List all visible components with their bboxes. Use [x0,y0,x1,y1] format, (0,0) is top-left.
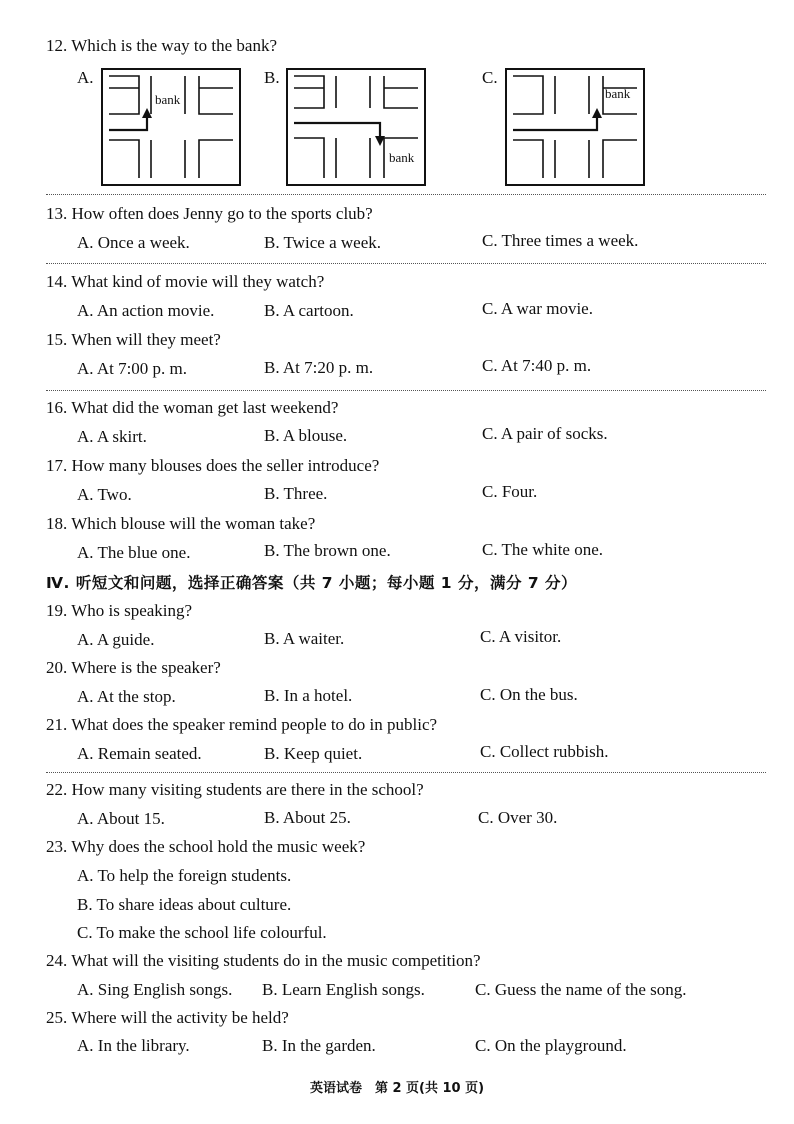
question-14-stem: 14. What kind of movie will they watch? [46,272,325,291]
question-15-stem: 15. When will they meet? [46,330,221,349]
divider [46,263,766,264]
question-19-stem: 19. Who is speaking? [46,601,193,620]
q15-option-a[interactable]: A. At 7:00 p. m. [77,359,188,378]
q12-label-b: B. [264,68,280,87]
divider [46,772,766,773]
q24-option-c[interactable]: C. Guess the name of the song. [475,980,687,999]
question-18-stem: 18. Which blouse will the woman take? [46,514,316,533]
q20-option-b[interactable]: B. In a hotel. [264,686,353,705]
q19-option-b[interactable]: B. A waiter. [264,629,345,648]
bank-label-a: bank [155,92,181,107]
q17-option-c[interactable]: C. Four. [482,482,538,501]
q13-option-a[interactable]: A. Once a week. [77,233,190,252]
bank-label-c: bank [605,86,631,101]
q16-option-c[interactable]: C. A pair of socks. [482,424,608,443]
q12-label-a: A. [77,68,94,87]
question-21-stem: 21. What does the speaker remind people to do in public? [46,715,438,734]
q19-option-c[interactable]: C. A visitor. [480,627,562,646]
q14-option-c[interactable]: C. A war movie. [482,299,593,318]
divider [46,390,766,391]
q21-option-a[interactable]: A. Remain seated. [77,744,202,763]
map-option-b[interactable] [286,68,426,186]
q24-option-a[interactable]: A. Sing English songs. [77,980,233,999]
q18-option-c[interactable]: C. The white one. [482,540,604,559]
question-24-stem: 24. What will the visiting students do in the music competition? [46,951,481,970]
street-map-b [286,68,426,186]
q22-option-b[interactable]: B. About 25. [264,808,351,827]
q25-option-a[interactable]: A. In the library. [77,1036,190,1055]
q21-option-b[interactable]: B. Keep quiet. [264,744,363,763]
section-iv-heading: Ⅳ. 听短文和问题，选择正确答案（共 7 小题；每小题 1 分，满分 7 分） [46,574,578,592]
question-25-stem: 25. Where will the activity be held? [46,1008,289,1027]
question-16-stem: 16. What did the woman get last weekend? [46,398,339,417]
map-option-c[interactable] [505,68,645,186]
q22-option-c[interactable]: C. Over 30. [478,808,558,827]
q23-option-a[interactable]: A. To help the foreign students. [77,866,292,885]
q25-option-c[interactable]: C. On the playground. [475,1036,627,1055]
divider [46,194,766,195]
q23-option-c[interactable]: C. To make the school life colourful. [77,923,327,942]
street-map-a [101,68,241,186]
q15-option-b[interactable]: B. At 7:20 p. m. [264,358,374,377]
q25-option-b[interactable]: B. In the garden. [262,1036,376,1055]
question-13-stem: 13. How often does Jenny go to the sports club? [46,204,373,223]
q13-option-b[interactable]: B. Twice a week. [264,233,381,252]
q18-option-b[interactable]: B. The brown one. [264,541,391,560]
q20-option-c[interactable]: C. On the bus. [480,685,578,704]
q21-option-c[interactable]: C. Collect rubbish. [480,742,609,761]
q14-option-b[interactable]: B. A cartoon. [264,301,354,320]
question-23-stem: 23. Why does the school hold the music week? [46,837,366,856]
q16-option-a[interactable]: A. A skirt. [77,427,147,446]
q22-option-a[interactable]: A. About 15. [77,809,165,828]
q18-option-a[interactable]: A. The blue one. [77,543,191,562]
question-20-stem: 20. Where is the speaker? [46,658,221,677]
q12-label-c: C. [482,68,498,87]
map-option-a[interactable] [101,68,241,186]
q17-option-a[interactable]: A. Two. [77,485,132,504]
q15-option-c[interactable]: C. At 7:40 p. m. [482,356,592,375]
question-17-stem: 17. How many blouses does the seller introduce? [46,456,380,475]
question-22-stem: 22. How many visiting students are there in the school? [46,780,424,799]
q20-option-a[interactable]: A. At the stop. [77,687,176,706]
q17-option-b[interactable]: B. Three. [264,484,328,503]
q14-option-a[interactable]: A. An action movie. [77,301,215,320]
q16-option-b[interactable]: B. A blouse. [264,426,348,445]
page-footer: 英语试卷 第 2 页(共 10 页) [309,1081,485,1096]
q23-option-b[interactable]: B. To share ideas about culture. [77,895,292,914]
question-12-stem: 12. Which is the way to the bank? [46,36,278,55]
q13-option-c[interactable]: C. Three times a week. [482,231,639,250]
q19-option-a[interactable]: A. A guide. [77,630,155,649]
bank-label-b: bank [389,150,415,165]
q24-option-b[interactable]: B. Learn English songs. [262,980,425,999]
